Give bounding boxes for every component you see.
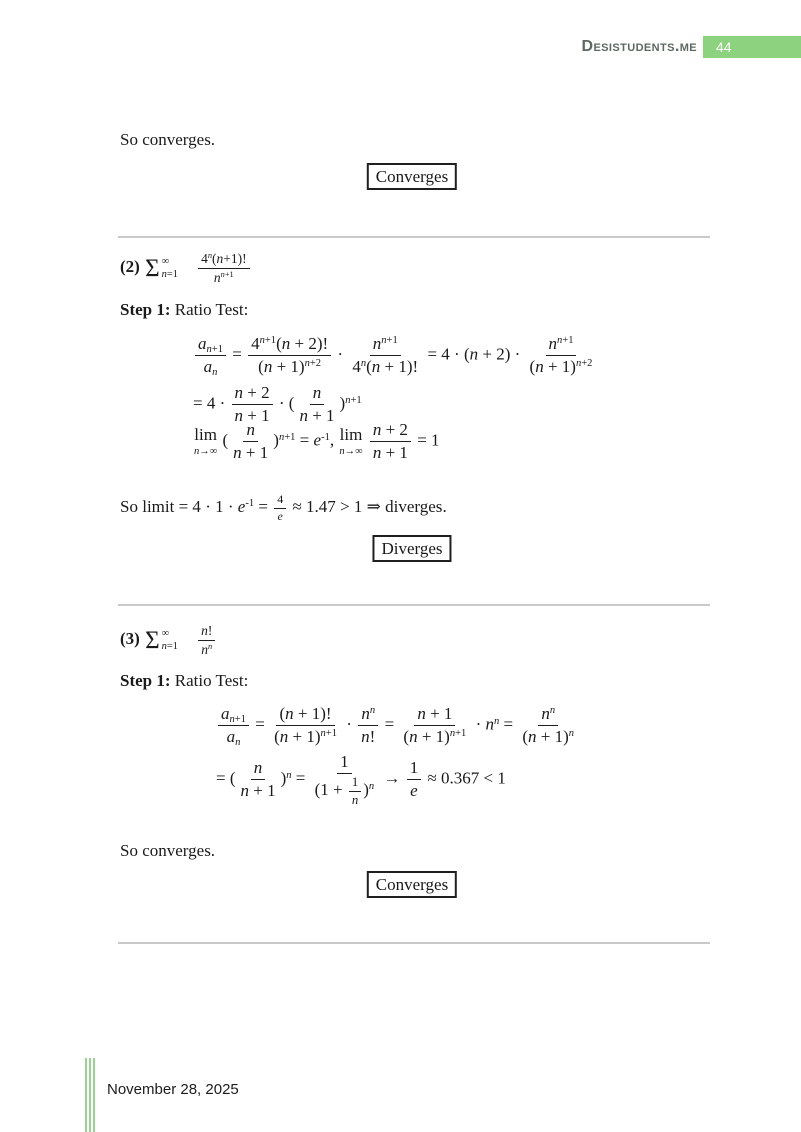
equation-line: $\frac{an+1}{an}$ = $\frac{4^{n+1}(n + 2)!}{(n + 1)^{n+2}}$ · $\frac{n^{n+1}}{4^n(n + 1)!}$ = 4 · (n + 2) · $\frac{n^{n+1}}{(n + 1)^{n+2}}$	[193, 333, 597, 378]
step-label: Step 1:	[120, 300, 171, 319]
problem-title: (3) Σ ∞ n=1 $\frac{n!}{n^n}$	[120, 622, 217, 658]
equation-line: lim n→∞ ( $\frac{n}{n + 1}$ )$^{n+1} = e^{-1}$, lim n→∞ $\frac{n + 2}{n + 1}$ = 1	[194, 420, 440, 463]
date-text: November 28, 2025	[107, 1081, 239, 1098]
page-number-badge: 44	[703, 36, 801, 58]
step-text: Ratio Test:	[170, 671, 249, 690]
section-divider	[118, 942, 710, 944]
green-bar	[93, 1058, 95, 1132]
green-bar	[85, 1058, 87, 1132]
equation-line: $\frac{an+1}{an}$ = $\frac{(n + 1)!}{(n + 1)^{n+1}}$ · $\frac{n^n}{n!}$ = $\frac{n + 1}{(n + 1)^{n+1}}$ · $n^n$ = $\frac{n^n}{(n + 1)^n}$	[216, 703, 579, 748]
verdict-box: Diverges	[372, 535, 451, 562]
step-heading	[120, 671, 248, 691]
problem-title: (2) Σ ∞ n=1 $\frac{4^n(n+1)!}{n^{n+1}}$	[120, 250, 252, 286]
equation-line: = ( $\frac{n}{n + 1}$ )$^n$ = 1 (1 + $\frac{1}{n}$ )$^n$ → $\frac{1}{e}$ ≈ 0.367 < 1	[216, 752, 506, 807]
section-divider	[118, 236, 710, 238]
verdict-box: Converges	[367, 163, 457, 190]
step-text: Ratio Test:	[170, 300, 249, 319]
verdict-box: Converges	[367, 871, 457, 898]
footer-green-bars-icon	[85, 1058, 95, 1132]
conclusion-text: So limit = $4 \cdot 1 \cdot e^{-1}$ = $\frac{4}{e}$ ≈ 1.47 > 1 ⇒ diverges.	[120, 492, 447, 523]
section-divider	[118, 604, 710, 606]
conclusion-text: So converges.	[120, 841, 216, 860]
green-bar	[89, 1058, 91, 1132]
conclusion-text: So converges.	[120, 130, 216, 149]
step-heading	[120, 300, 248, 320]
equation-line: = 4 · $\frac{n + 2}{n + 1}$ · ( $\frac{n}{n + 1}$ )$^{n+1}$	[193, 383, 362, 426]
site-name: Desistudents.me	[581, 38, 697, 55]
step-label: Step 1:	[120, 671, 171, 690]
